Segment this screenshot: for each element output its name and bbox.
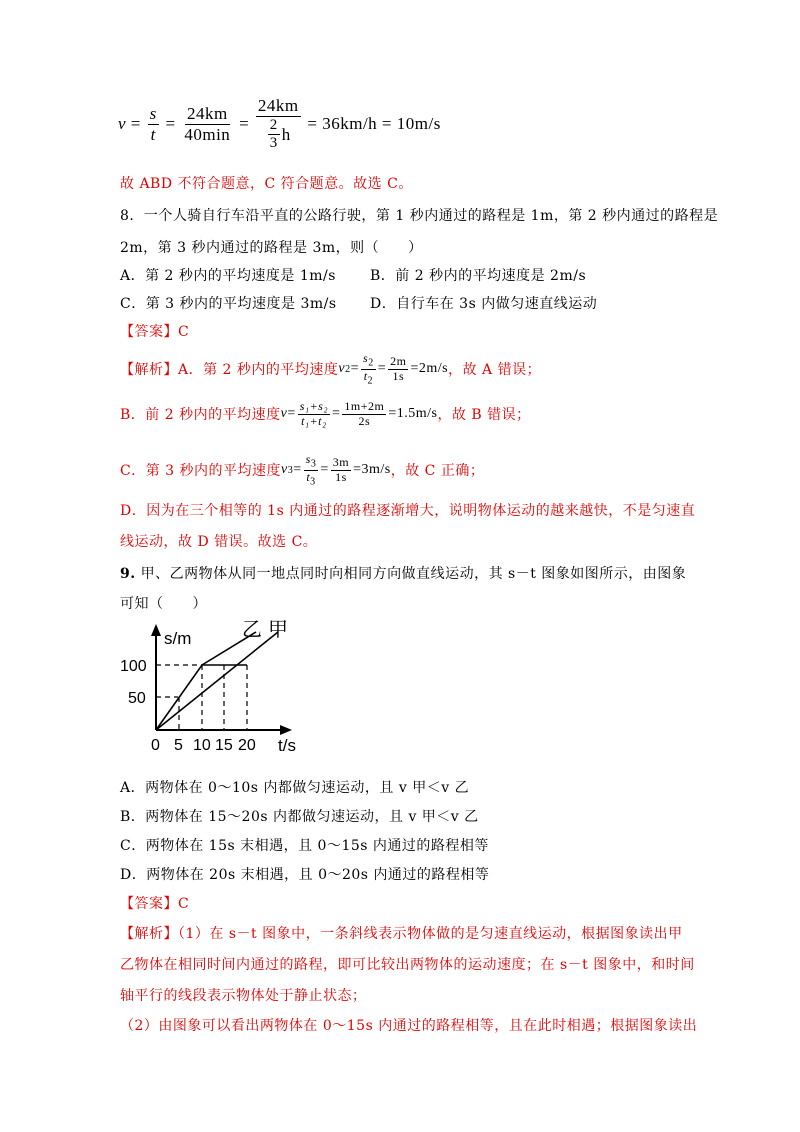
st-graph bbox=[118, 612, 308, 757]
x-tick-10: 10 bbox=[193, 737, 211, 754]
y-tick-100: 100 bbox=[120, 658, 147, 675]
q8-answer: 【答案】C bbox=[120, 324, 190, 340]
q8-analysis-c: C．第 3 秒内的平均速度 v 3 = $\frac{s_3}{t_3}$ = $\frac{3m}{1s}$ =3m/s ，故 C 正确； bbox=[120, 452, 485, 488]
x-tick-0: 0 bbox=[151, 737, 160, 754]
x-axis-arrow bbox=[280, 725, 292, 735]
q8-analysis-d-line1: D．因为在三个相等的 1s 内通过的路程逐渐增大，说明物体运动的越来越快，不是匀速直 bbox=[120, 503, 696, 519]
q8-stem-line1: 8．一个人骑自行车沿平直的公路行驶，第 1 秒内通过的路程是 1m，第 2 秒内通过的路程是 bbox=[120, 208, 719, 224]
x-tick-15: 15 bbox=[215, 737, 233, 754]
y-tick-50: 50 bbox=[128, 690, 146, 707]
q8-analysis-d-line2: 线运动，故 D 错误。故选 C。 bbox=[120, 534, 318, 550]
q9-analysis-line4: （2）由图象可以看出两物体在 0～15s 内通过的路程相等，且在此时相遇；根据图象读出 bbox=[120, 1018, 698, 1034]
q9-stem-line1: 9. 甲、乙两物体从同一地点同时向相同方向做直线运动，其 s－t 图象如图所示，由图象 bbox=[120, 566, 687, 582]
series-yi-continued bbox=[247, 656, 254, 665]
q9-stem-line2: 可知（ ） bbox=[120, 596, 207, 612]
q8-option-c: C．第 3 秒内的平均速度是 3m/s bbox=[120, 296, 337, 312]
q8-option-a: A．第 2 秒内的平均速度是 1m/s bbox=[120, 268, 336, 284]
q8-option-d: D．自行车在 3s 内做匀速直线运动 bbox=[370, 296, 598, 312]
q9-option-a: A．两物体在 0～10s 内都做匀速运动，且 v 甲＜v 乙 bbox=[120, 780, 470, 796]
q8-analysis-a: 【解析】A．第 2 秒内的平均速度 v 2 = $\frac{s_2}{t_2}$ = $\frac{2m}{1s}$ =2m/s ，故 A 错误； bbox=[120, 351, 542, 387]
q8-analysis-b: B．前 2 秒内的平均速度 v = $\frac{\text{s₁+s₂}}{\text{t₁+t₂}}$ = $\frac{1m+2m}{2s}$ =1.5m/s ，故 B 错误； bbox=[120, 399, 531, 428]
x-axis-label: t/s bbox=[278, 736, 296, 755]
series-label-jia: 甲 bbox=[268, 619, 288, 641]
q8-stem-line2: 2m，第 3 秒内通过的路程是 3m，则（ ） bbox=[120, 240, 423, 256]
q9-option-c: C．两物体在 15s 末相遇，且 0～15s 内通过的路程相等 bbox=[120, 838, 489, 854]
q9-option-d: D．两物体在 20s 末相遇，且 0～20s 内通过的路程相等 bbox=[120, 867, 490, 883]
q9-analysis-line3: 轴平行的线段表示物体处于静止状态； bbox=[120, 988, 367, 1004]
q9-option-b: B．两物体在 15～20s 内都做匀速运动，且 v 甲＜v 乙 bbox=[120, 809, 479, 825]
q9-analysis-line2: 乙物体在相同时间内通过的路程，即可比较出两物体的运动速度；在 s－t 图象中，和时间 bbox=[120, 957, 695, 973]
q9-number: 9. bbox=[120, 566, 136, 582]
x-tick-20: 20 bbox=[238, 737, 256, 754]
x-tick-5: 5 bbox=[174, 737, 183, 754]
q8-option-b: B．前 2 秒内的平均速度是 2m/s bbox=[370, 268, 587, 284]
q7-conclusion: 故 ABD 不符合题意，C 符合题意。故选 C。 bbox=[120, 176, 413, 192]
q9-answer: 【答案】C bbox=[120, 896, 190, 912]
y-axis-arrow bbox=[151, 624, 161, 636]
series-label-yi: 乙 bbox=[242, 619, 262, 641]
y-axis-label: s/m bbox=[164, 629, 192, 648]
velocity-formula: v = $\frac{s}{t}$ = $\frac{24km}{40\min}$ = 24km $\frac{2}{3}$ h = 36km/h = 10m/s bbox=[118, 96, 441, 151]
q9-analysis-line1: 【解析】（1）在 s－t 图象中，一条斜线表示物体做的是匀速直线运动，根据图象读出甲 bbox=[120, 926, 683, 942]
